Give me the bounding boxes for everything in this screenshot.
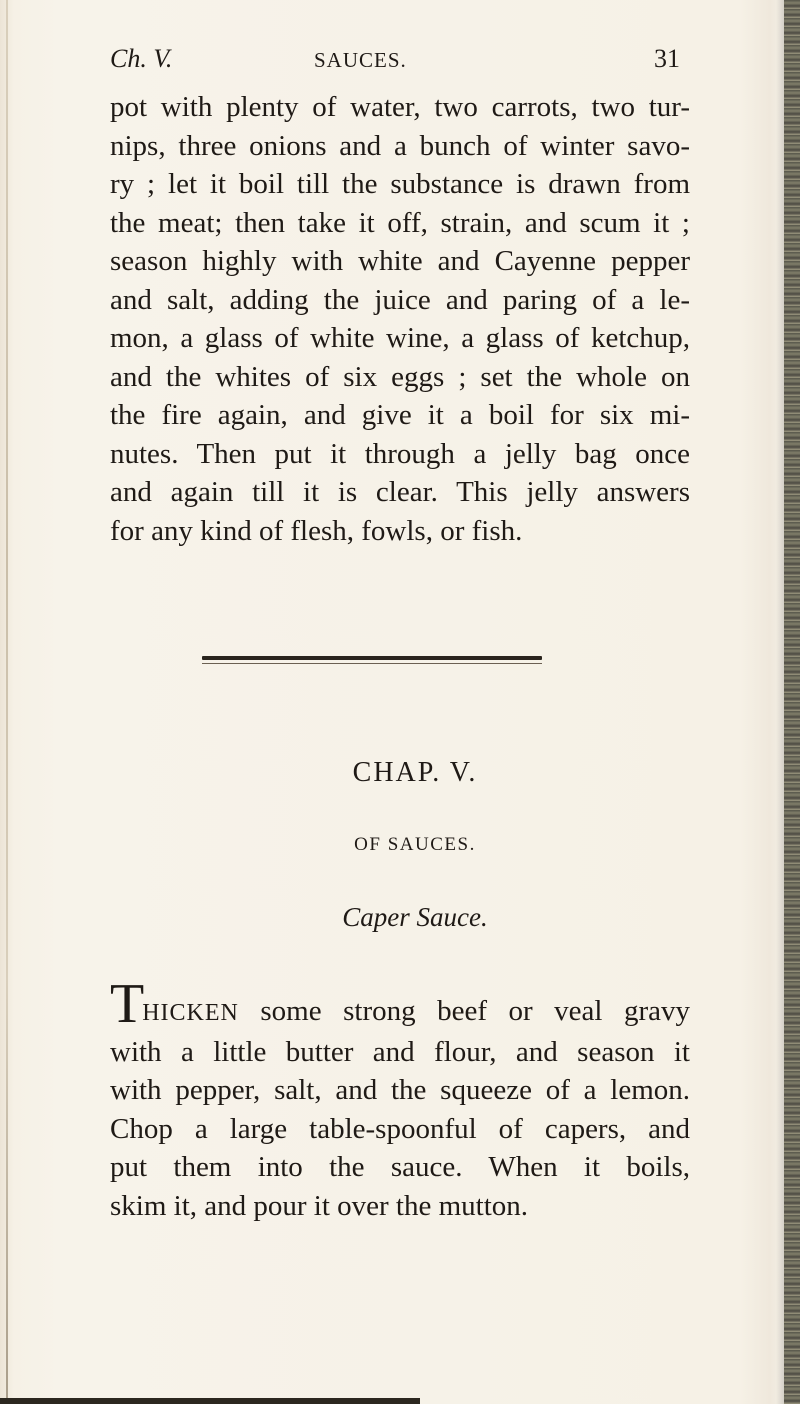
page-number: 31 — [654, 44, 680, 73]
text-line: for any kind of flesh, fowls, or fish. — [110, 514, 523, 547]
text-line: Chop a large table-spoonful of capers, and — [110, 1112, 690, 1145]
recipe-title: Caper Sauce. — [342, 902, 488, 932]
first-line-rest: some strong beef or veal gravy — [260, 995, 691, 1027]
running-head-title: SAUCES. — [314, 48, 407, 72]
text-line: the fire again, and give it a boil for six mi- — [110, 399, 690, 431]
section-divider-rule — [202, 656, 542, 660]
recipe-paragraph — [110, 973, 691, 1225]
text-line: mon, a glass of white wine, a glass of ketchup, — [110, 322, 690, 354]
text-line: put them into the sauce. When it boils, — [110, 1151, 690, 1183]
text-line: season highly with white and Cayenne pepper — [110, 245, 690, 277]
text-line: nutes. Then put it through a jelly bag once — [110, 437, 690, 470]
page-bottom-edge — [0, 1398, 420, 1404]
text-line: and the whites of six eggs ; set the whole on — [110, 360, 690, 393]
text-line: and again till it is clear. This jelly answers — [110, 476, 690, 508]
running-head — [110, 44, 680, 84]
text-line: with pepper, salt, and the squeeze of a lemon. — [110, 1074, 690, 1106]
text-line: skim it, and pour it over the mutton. — [110, 1189, 529, 1222]
text-line: the meat; then take it off, strain, and scum it ; — [110, 206, 690, 239]
first-word-smallcaps: HICKEN — [142, 1000, 239, 1026]
text-line: pot with plenty of water, two carrots, two tur- — [110, 91, 690, 123]
text-line-first — [110, 973, 691, 1035]
page-gutter — [6, 0, 8, 1404]
drop-cap: T — [110, 973, 145, 1035]
text-line: and salt, adding the juice and paring of a le- — [110, 283, 690, 316]
text-line: ry ; let it boil till the substance is drawn from — [110, 168, 690, 200]
text-line: with a little butter and flour, and season it — [110, 1035, 690, 1068]
page-fore-edge — [784, 0, 800, 1404]
text-line: nips, three onions and a bunch of winter savo- — [110, 129, 690, 162]
paragraph-continuation — [110, 88, 690, 550]
page-edge-shadow — [776, 0, 784, 1404]
chapter-heading: CHAP. V. — [352, 757, 478, 788]
running-head-chapter: Ch. V. — [110, 44, 173, 73]
section-divider-rule-thin — [202, 663, 542, 664]
chapter-subheading: OF SAUCES. — [354, 834, 476, 855]
